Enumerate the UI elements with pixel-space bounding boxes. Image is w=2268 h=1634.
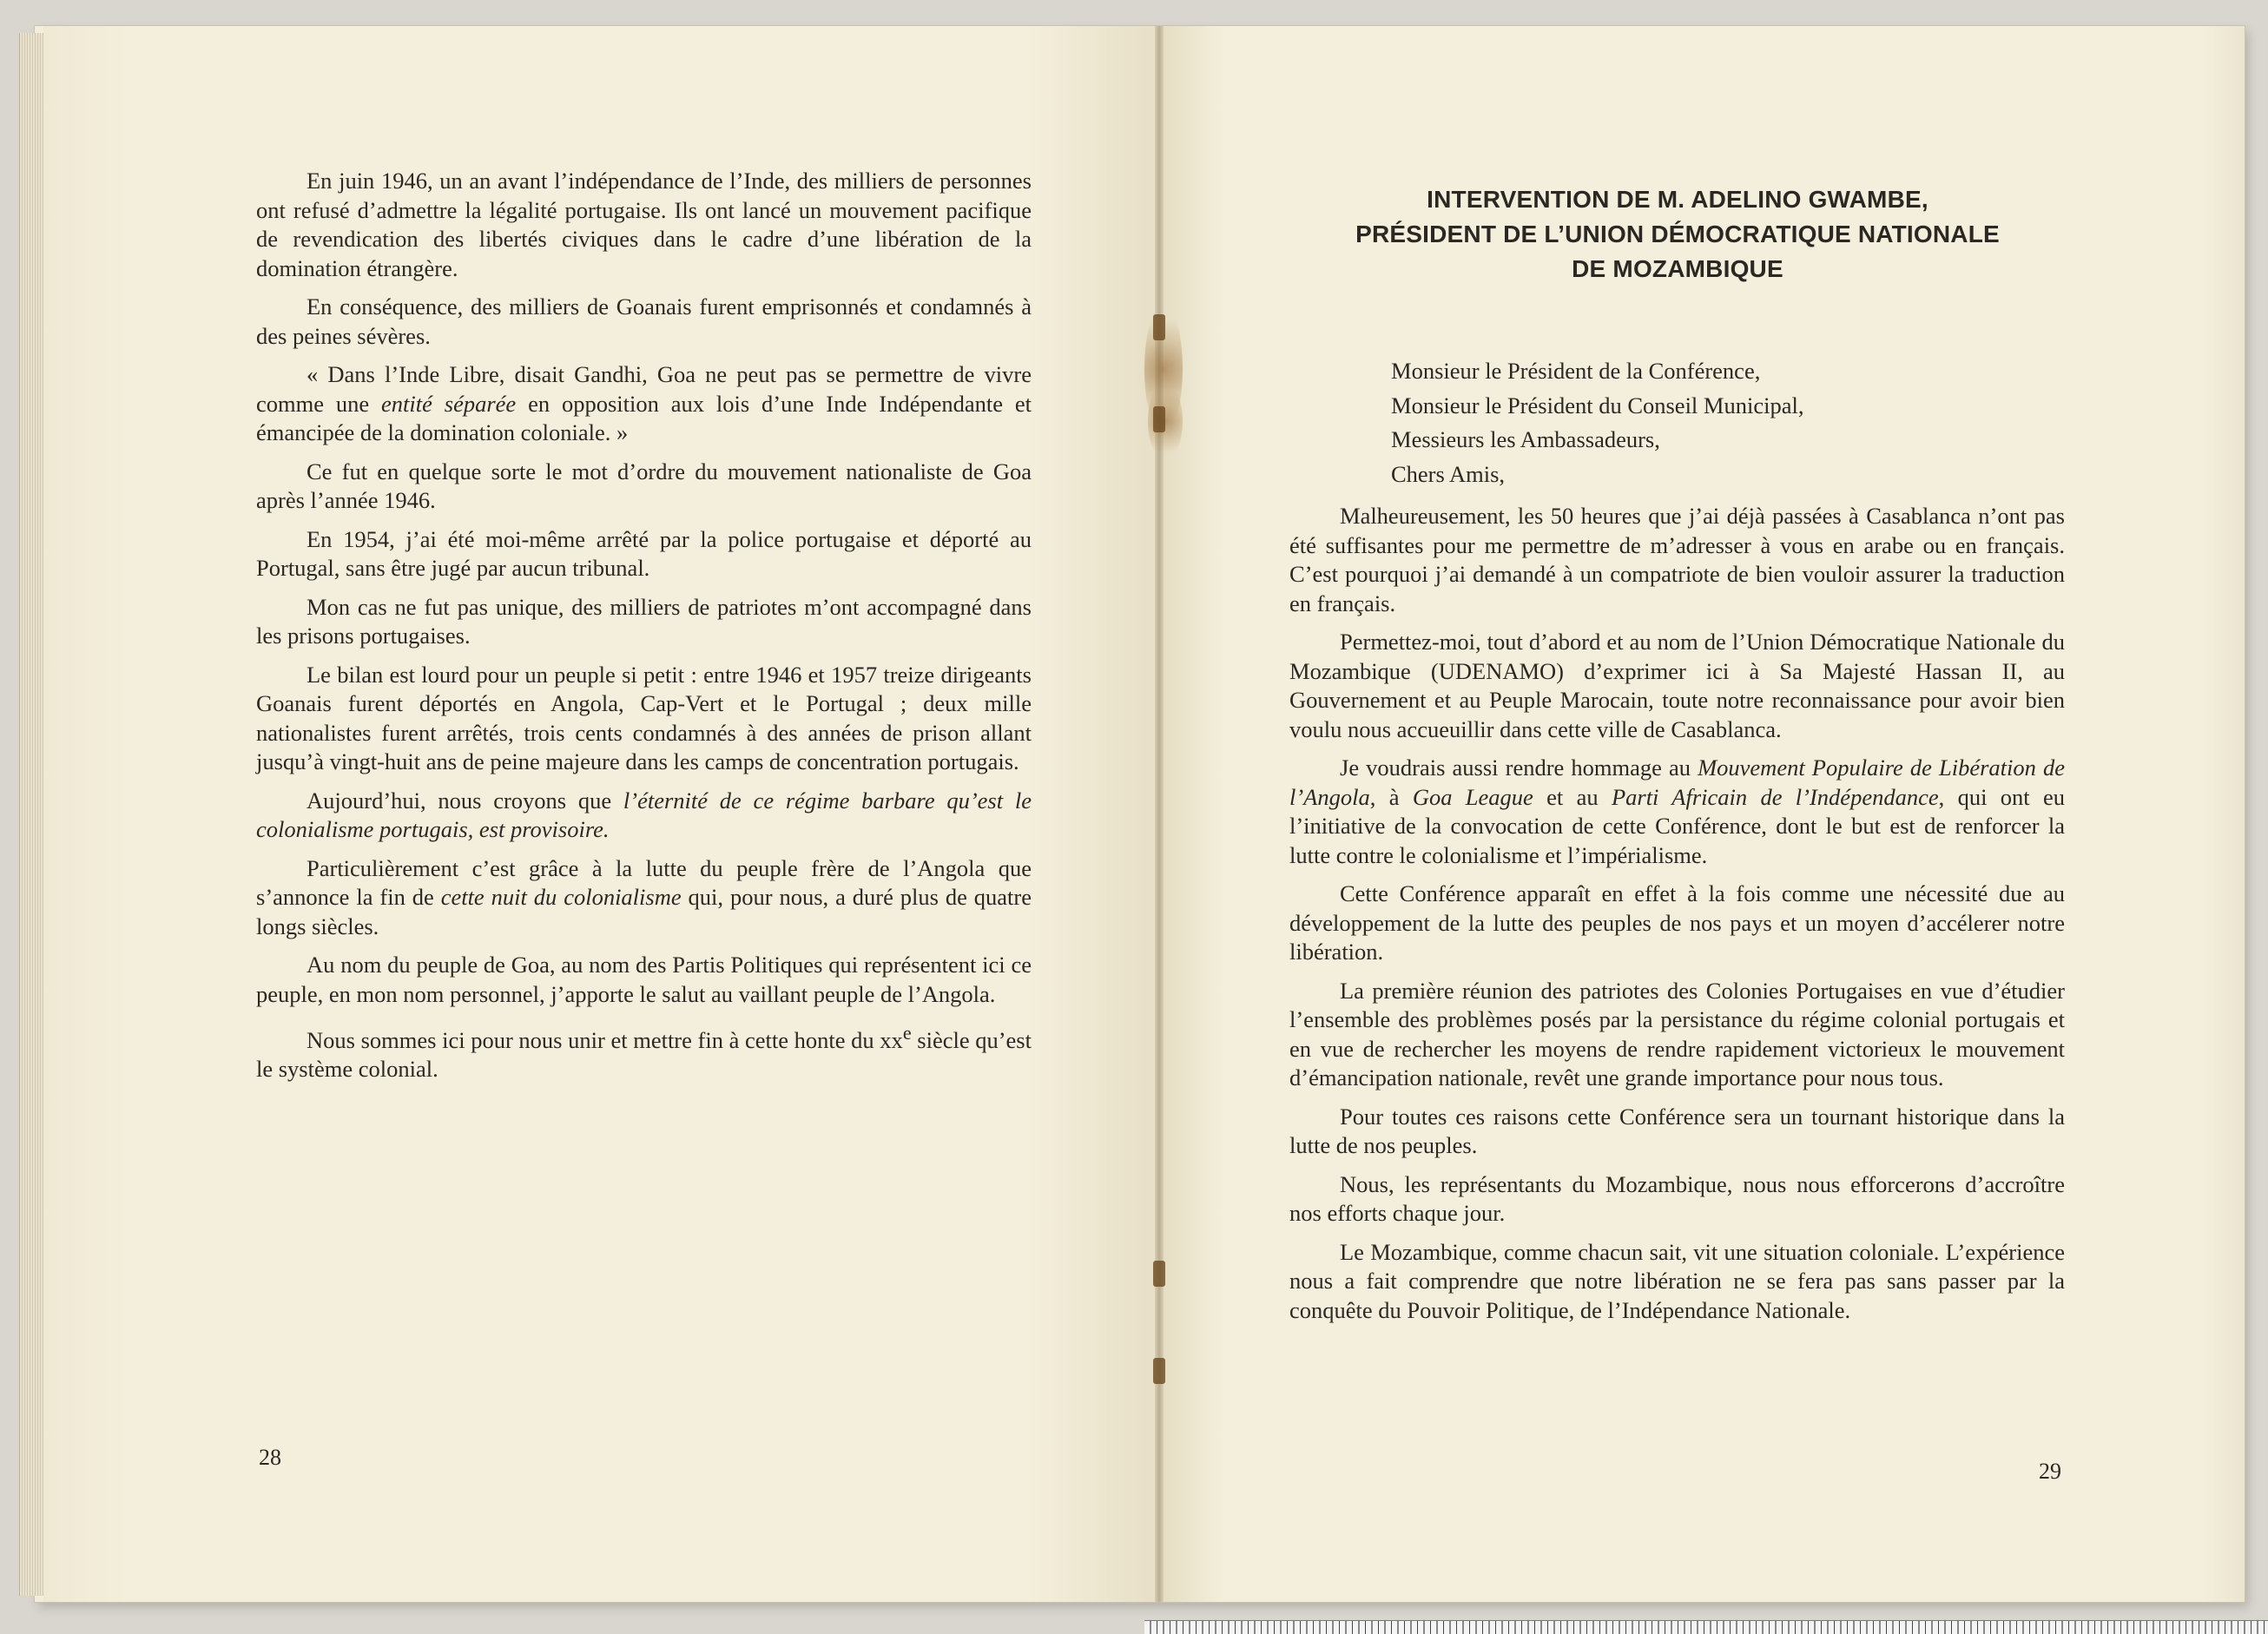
heading-line: PRÉSIDENT DE L’UNION DÉMOCRATIQUE NATIONALE [1355,221,2000,247]
paragraph: Nous, les représentants du Mozambique, nous nous efforcerons d’accroître nos efforts chaque jour. [1289,1170,2065,1226]
scan-ruler [1144,1620,2268,1634]
paragraph: Je voudrais aussi rendre hommage au Mouvement Populaire de Libération de l’Angola, à Goa League et au Parti Africain de l’Indépendance, qui ont eu l’initiative de la convocation de cette Conférence, dont le but est de renforcer la lutte contre le colonialisme et l’impérialisme. [1289,754,2065,868]
paragraph: « Dans l’Inde Libre, disait Gandhi, Goa ne peut pas se permettre de vivre comme une entité séparée en opposition aux lois d’une Inde Indépendante et émancipée de la domination coloniale. » [256,361,1032,445]
paragraph: Nous sommes ici pour nous unir et mettre fin à cette honte du $xx^e$ siècle qu’est le système colonial. [256,1022,1032,1083]
salutations [1391,354,1803,491]
paragraph: Permettez-moi, tout d’abord et au nom de l’Union Démocratique Nationale du Mozambique (UDENAMO) d’exprimer ici à Sa Majesté Hassan II, au Gouvernement et au Peuple Marocain, toute notre reconnaissance pour avoir bien voulu nous accueuillir dans cette ville de Casablanca. [1289,629,2065,742]
paragraph: Ce fut en quelque sorte le mot d’ordre du mouvement nationaliste de Goa après l’année 1946. [256,458,1032,513]
paragraph: En conséquence, des milliers de Goanais furent emprisonnés et condamnés à des peines sévères. [256,293,1032,349]
paragraph: La première réunion des patriotes des Colonies Portugaises en vue d’étudier l’ensemble des problèmes posés par la persistance du régime colonial portugais et en vue de rechercher les moyens de rendre rapidement victorieux le mouvement d’émancipation nationale, revêt une grande importance pour nous tous. [1289,977,2065,1090]
paragraph: Pour toutes ces raisons cette Conférence sera un tournant historique dans la lutte de nos peuples. [1289,1103,2065,1158]
staple-mark [1153,1261,1165,1287]
speech-heading [1259,182,2096,287]
page-number-right: 29 [2039,1459,2061,1484]
salutation-line: Messieurs les Ambassadeurs, [1391,426,1660,452]
staple-mark [1153,406,1165,432]
page-edges [19,33,44,1596]
heading-line: DE MOZAMBIQUE [1572,255,1783,282]
salutation-line: Chers Amis, [1391,460,1506,487]
salutation-line: Monsieur le Président de la Conférence, [1391,358,1761,384]
paragraph: Aujourd’hui, nous croyons que l’éternité de ce régime barbare qu’est le colonialisme portugais, est provisoire. [256,787,1032,842]
staple-mark [1153,314,1165,340]
page-number-left: 28 [259,1445,281,1470]
paragraph: Malheureusement, les 50 heures que j’ai déjà passées à Casablanca n’ont pas été suffisantes pour me permettre de m’adresser à vous en arabe ou en français. C’est pourquoi j’ai demandé à un compatriote de bien vouloir assurer la traduction en français. [1289,503,2065,616]
salutation-line: Monsieur le Président du Conseil Municipal, [1391,392,1804,418]
paragraph: Le bilan est lourd pour un peuple si petit : entre 1946 et 1957 treize dirigeants Goanais furent déportés en Angola, Cap-Vert et le Portugal ; deux mille nationalistes furent arrêtés, trois cents condamnés à des années de prison allant jusqu’à vingt-huit ans de peine majeure dans les camps de concentration portugais. [256,661,1032,774]
paragraph: Au nom du peuple de Goa, au nom des Partis Politiques qui représentent ici ce peuple, en mon nom personnel, j’apporte le salut au vaillant peuple de l’Angola. [256,952,1032,1007]
paragraph: En 1954, j’ai été moi-même arrêté par la police portugaise et déporté au Portugal, sans être jugé par aucun tribunal. [256,525,1032,581]
paragraph: Mon cas ne fut pas unique, des milliers de patriotes m’ont accompagné dans les prisons portugaises. [256,593,1032,649]
left-page-body [256,167,1032,1094]
paragraph: Particulièrement c’est grâce à la lutte du peuple frère de l’Angola que s’annonce la fin de cette nuit du colonialisme qui, pour nous, a duré plus de quatre longs siècles. [256,854,1032,939]
heading-line: INTERVENTION DE M. ADELINO GWAMBE, [1427,186,1928,213]
paragraph: En juin 1946, un an avant l’indépendance de l’Inde, des milliers de personnes ont refusé d’admettre la légalité portugaise. Ils ont lancé un mouvement pacifique de revendication des libertés civiques dans le cadre d’une libération de la domination étrangère. [256,168,1032,281]
staple-mark [1153,1358,1165,1384]
paragraph: Cette Conférence apparaît en effet à la fois comme une nécessité due au développement de la lutte des peuples de nos pays et un moyen d’accélerer notre libération. [1289,880,2065,965]
right-page-body [1289,502,2065,1334]
paragraph: Le Mozambique, comme chacun sait, vit une situation coloniale. L’expérience nous a fait comprendre que notre libération ne se fera pas sans passer par la conquête du Pouvoir Politique, de l’Indépendance Nationale. [1289,1238,2065,1323]
